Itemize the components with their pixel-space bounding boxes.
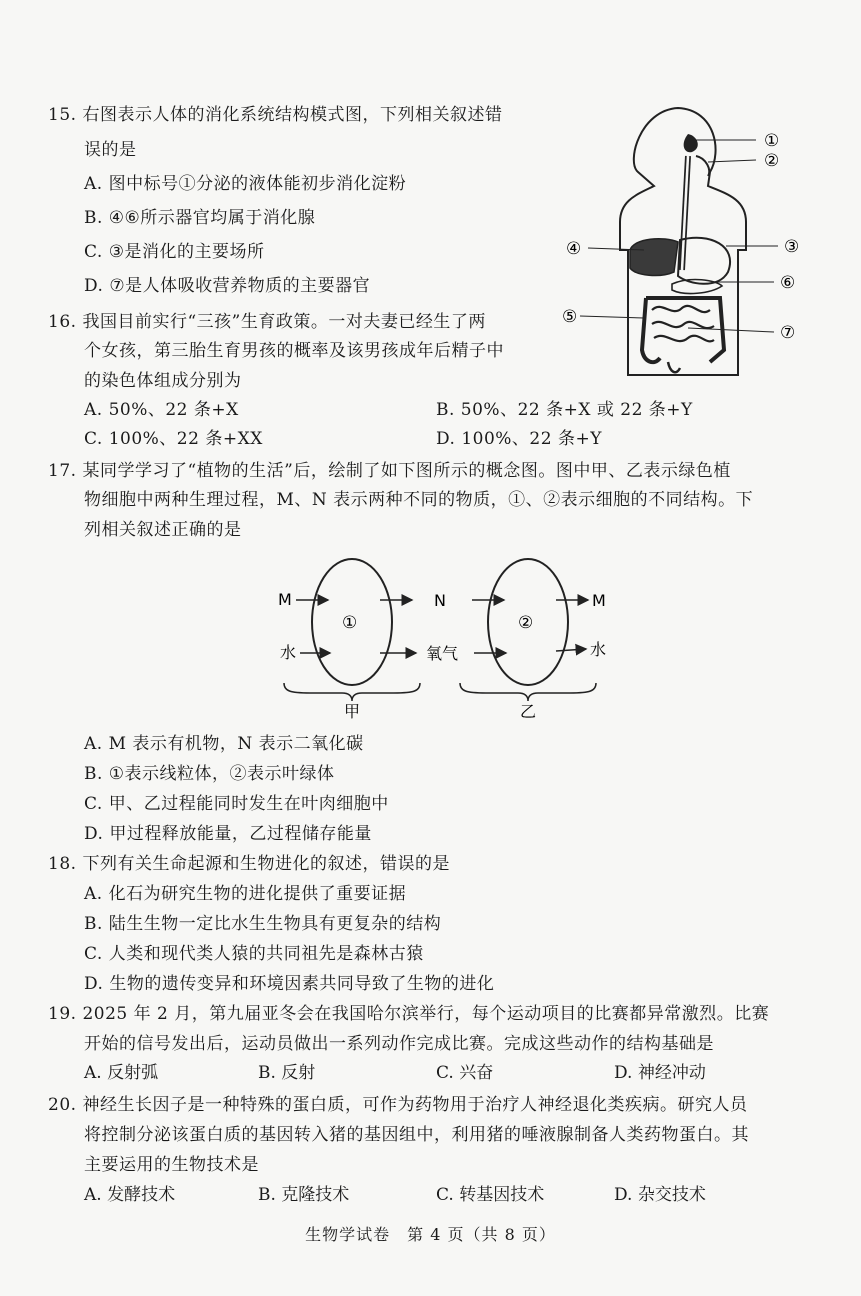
fig15-label-2: ② <box>764 151 780 171</box>
q18-option-b: B. 陆生生物一定比水生生物具有更复杂的结构 <box>84 914 442 934</box>
right-circle-label: ② <box>518 613 534 633</box>
q16-option-d: D. 100%、22 条+Y <box>436 429 602 449</box>
q16-option-a: A. 50%、22 条+X <box>84 400 239 420</box>
q19-stem-line1: 19. 2025 年 2 月，第九届亚冬会在我国哈尔滨举行，每个运动项目的比赛都异常激烈。比赛 <box>48 1004 770 1024</box>
q18-option-c: C. 人类和现代类人猿的共同祖先是森林古猿 <box>84 944 424 964</box>
left-input-m: M <box>278 590 292 609</box>
concept-map-figure <box>270 545 630 720</box>
fig15-label-4: ④ <box>566 239 582 259</box>
middle-label-n: N <box>434 591 446 610</box>
q15-stem-line2: 误的是 <box>84 140 137 160</box>
q17-stem-line3: 列相关叙述正确的是 <box>84 520 242 540</box>
q19-stem-line2: 开始的信号发出后，运动员做出一系列动作完成比赛。完成这些动作的结构基础是 <box>84 1034 714 1054</box>
q16-option-c: C. 100%、22 条+XX <box>84 429 263 449</box>
q16-stem-line3: 的染色体组成分别为 <box>84 371 242 391</box>
q20-option-d: D. 杂交技术 <box>614 1185 706 1205</box>
left-input-water: 水 <box>280 643 297 662</box>
q16-stem-line2: 个女孩，第三胎生育男孩的概率及该男孩成年后精子中 <box>84 341 504 361</box>
q15-option-d: D. ⑦是人体吸收营养物质的主要器官 <box>84 276 371 296</box>
fig15-label-7: ⑦ <box>780 323 796 343</box>
q19-option-b: B. 反射 <box>258 1063 316 1083</box>
q15-option-c: C. ③是消化的主要场所 <box>84 242 265 262</box>
q20-stem-line1: 20. 神经生长因子是一种特殊的蛋白质，可作为药物用于治疗人神经退化类疾病。研究人员 <box>48 1095 748 1115</box>
q17-option-d: D. 甲过程释放能量，乙过程储存能量 <box>84 824 372 844</box>
q16-stem-line1: 16. 我国目前实行“三孩”生育政策。一对夫妻已经生了两 <box>48 312 486 332</box>
q20-option-c: C. 转基因技术 <box>436 1185 545 1205</box>
q20-option-a: A. 发酵技术 <box>84 1185 176 1205</box>
brace-label-yi: 乙 <box>520 702 537 720</box>
q18-option-a: A. 化石为研究生物的进化提供了重要证据 <box>84 884 407 904</box>
q17-option-a: A. M 表示有机物，N 表示二氧化碳 <box>84 734 364 754</box>
q17-option-c: C. 甲、乙过程能同时发生在叶肉细胞中 <box>84 794 389 814</box>
q20-option-b: B. 克隆技术 <box>258 1185 350 1205</box>
digestive-system-figure <box>560 100 810 385</box>
fig15-label-1: ① <box>764 131 780 151</box>
q15-stem-line1: 15. 右图表示人体的消化系统结构模式图，下列相关叙述错 <box>48 105 503 125</box>
q20-stem-line2: 将控制分泌该蛋白质的基因转入猪的基因组中，利用猪的唾液腺制备人类药物蛋白。其 <box>84 1125 749 1145</box>
right-output-m: M <box>592 591 606 610</box>
q16-option-b: B. 50%、22 条+X 或 22 条+Y <box>436 400 693 420</box>
q18-stem-line1: 18. 下列有关生命起源和生物进化的叙述，错误的是 <box>48 854 450 874</box>
q17-stem-line1: 17. 某同学学习了“植物的生活”后，绘制了如下图所示的概念图。图中甲、乙表示绿色植 <box>48 461 731 481</box>
q17-option-b: B. ①表示线粒体，②表示叶绿体 <box>84 764 335 784</box>
fig15-label-5: ⑤ <box>562 307 578 327</box>
fig15-label-6: ⑥ <box>780 273 796 293</box>
brace-label-jia: 甲 <box>344 702 361 720</box>
left-circle-label: ① <box>342 613 358 633</box>
q20-stem-line3: 主要运用的生物技术是 <box>84 1155 259 1175</box>
q15-option-a: A. 图中标号①分泌的液体能初步消化淀粉 <box>84 174 407 194</box>
q19-option-c: C. 兴奋 <box>436 1063 494 1083</box>
q17-stem-line2: 物细胞中两种生理过程，M、N 表示两种不同的物质，①、②表示细胞的不同结构。下 <box>84 490 754 510</box>
q19-option-a: A. 反射弧 <box>84 1063 159 1083</box>
q19-option-d: D. 神经冲动 <box>614 1063 706 1083</box>
middle-label-oxygen: 氧气 <box>426 644 459 663</box>
q15-option-b: B. ④⑥所示器官均属于消化腺 <box>84 208 316 228</box>
page-footer: 生物学试卷 第 4 页（共 8 页） <box>305 1225 556 1244</box>
right-output-water: 水 <box>590 640 607 659</box>
fig15-label-3: ③ <box>784 237 800 257</box>
q18-option-d: D. 生物的遗传变异和环境因素共同导致了生物的进化 <box>84 974 495 994</box>
